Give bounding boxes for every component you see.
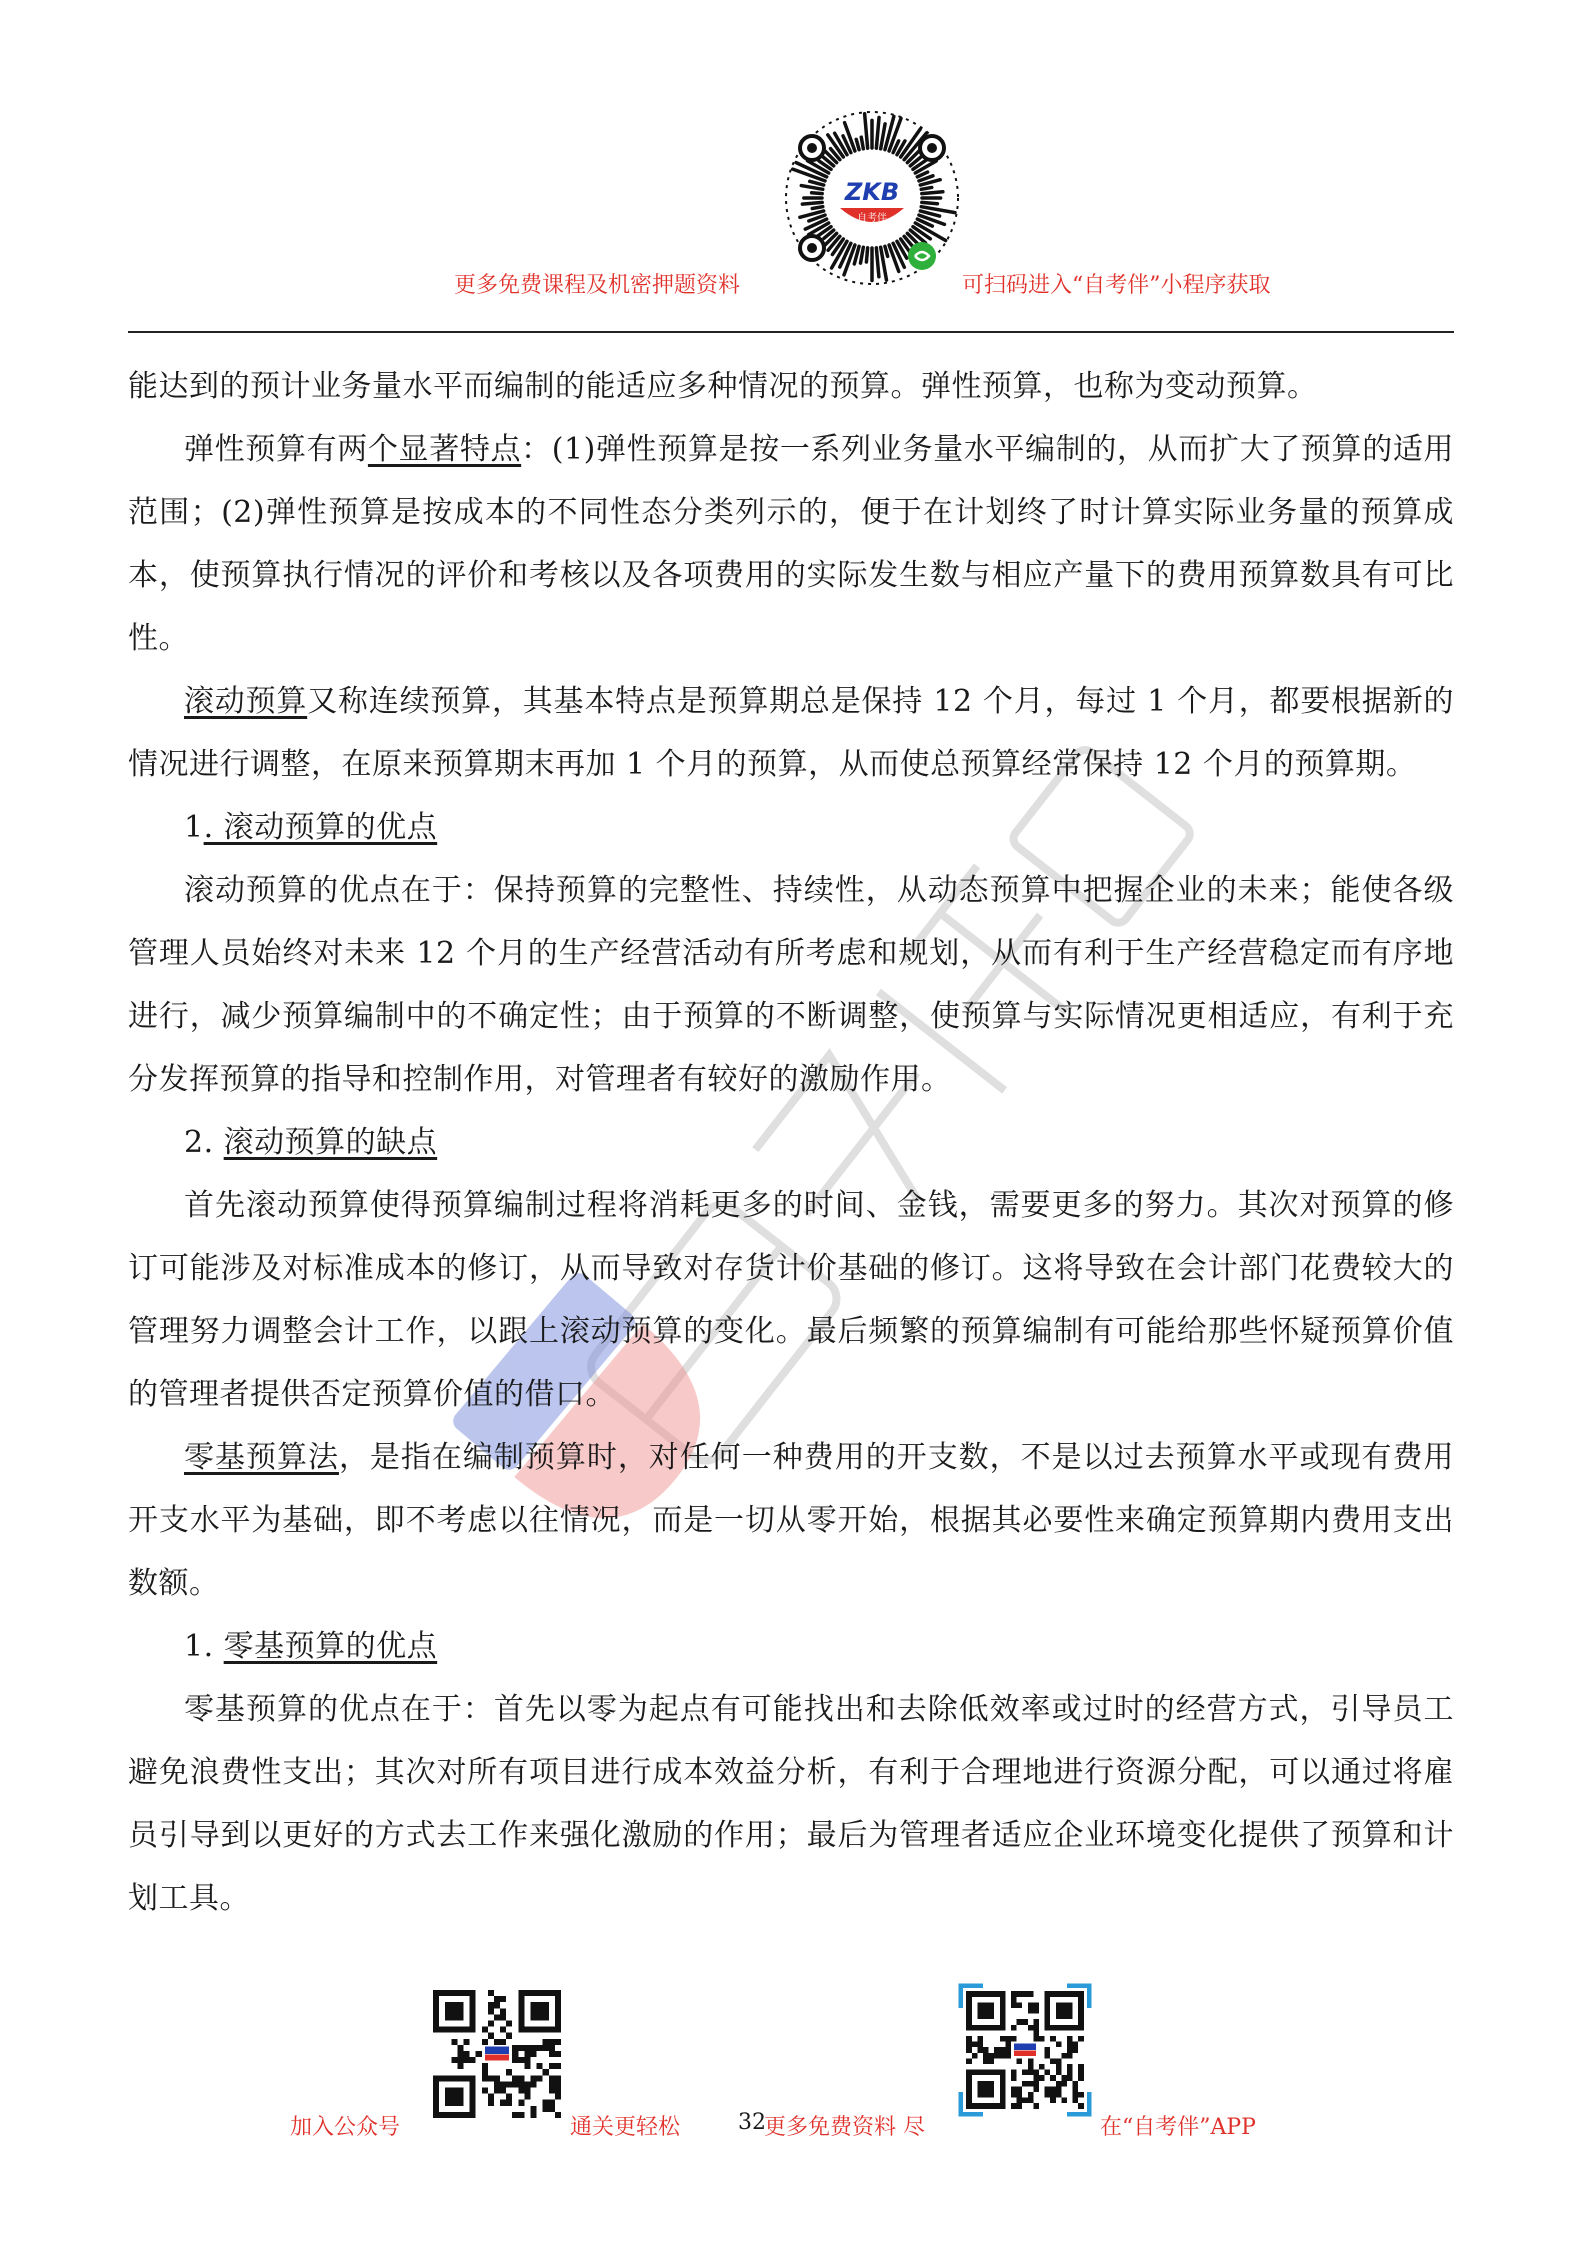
app-qr-code[interactable] bbox=[955, 1980, 1095, 2120]
mini-program-qr-code[interactable] bbox=[782, 108, 962, 288]
paragraph: 滚动预算的优点在于：保持预算的完整性、持续性，从动态预算中把握企业的未来；能使各级管理人员始终对未来 12 个月的生产经营活动有所考虑和规划，从而有利于生产经营稳定而有序地进行，减少预算编制中的不确定性；由于预算的不断调整，使预算与实际情况更相适应，有利于充分发挥预算的指导和控制作用，对管理者有较好的激励作用。 bbox=[128, 873, 1454, 1097]
paragraph: 弹性预算有两个显著特点：(1)弹性预算是按一系列业务量水平编制的，从而扩大了预算的适用范围；(2)弹性预算是按成本的不同性态分类列示的，便于在计划终了时计算实际业务量的预算成本，使预算执行情况的评价和考核以及各项费用的实际发生数与相应产量下的费用预算数具有可比性。 bbox=[128, 432, 1455, 656]
paragraph: 首先滚动预算使得预算编制过程将消耗更多的时间、金钱，需要更多的努力。其次对预算的修订可能涉及对标准成本的修订，从而导致对存货计价基础的修订。这将导致在会计部门花费较大的管理努力调整会计工作，以跟上滚动预算的变化。最后频繁的预算编制有可能给那些怀疑预算价值的管理者提供否定预算价值的借口。 bbox=[128, 1188, 1454, 1412]
logo-text: ZKB bbox=[844, 178, 900, 206]
paragraph: 零基预算法，是指在编制预算时，对任何一种费用的开支数，不是以过去预算水平或现有费用开支水平为基础，即不考虑以往情况，而是一切从零开始，根据其必要性来确定预算期内费用支出数额。 bbox=[128, 1440, 1454, 1601]
underlined-term: 零基预算法 bbox=[184, 1440, 339, 1475]
header-divider bbox=[128, 331, 1454, 333]
paragraph: 滚动预算又称连续预算，其基本特点是预算期总是保持 12 个月，每过 1 个月，都要根据新的情况进行调整，在原来预算期末再加 1 个月的预算，从而使总预算经常保持 12 个月的预算期。 bbox=[128, 684, 1455, 782]
paragraph: 零基预算的优点在于：首先以零为起点有可能找出和去除低效率或过时的经营方式，引导员工避免浪费性支出；其次对所有项目进行成本效益分析，有利于合理地进行资源分配，可以通过将雇员引导到以更好的方式去工作来强化激励的作用；最后为管理者适应企业环境变化提供了预算和计划工具。 bbox=[128, 1692, 1454, 1916]
footer-app-label: 在“自考伴”APP bbox=[1100, 2115, 1256, 2140]
section-heading: 1. 滚动预算的优点 bbox=[184, 810, 438, 845]
underlined-term: 个显著特点 bbox=[367, 432, 522, 467]
page-header bbox=[0, 0, 1587, 335]
section-heading: 1. 零基预算的优点 bbox=[184, 1629, 438, 1664]
section-heading: 2. 滚动预算的缺点 bbox=[184, 1125, 438, 1160]
document-body bbox=[128, 355, 1454, 1930]
footer-more-label: 更多免费资料 尽 bbox=[764, 2115, 925, 2140]
header-left-text: 更多免费课程及机密押题资料 bbox=[454, 273, 741, 298]
header-right-text: 可扫码进入“自考伴”小程序获取 bbox=[962, 273, 1271, 298]
page-number: 32 bbox=[738, 2110, 766, 2135]
paragraph: 能达到的预计业务量水平而编制的能适应多种情况的预算。弹性预算，也称为变动预算。 bbox=[128, 369, 1318, 404]
wechat-qr-code[interactable] bbox=[433, 1990, 561, 2118]
footer-join-label: 加入公众号 bbox=[290, 2115, 401, 2140]
footer-easy-label: 通关更轻松 bbox=[570, 2115, 681, 2140]
underlined-term: 滚动预算 bbox=[184, 684, 308, 719]
logo-subtext: 自考伴 bbox=[857, 213, 887, 224]
page-footer bbox=[0, 1960, 1587, 2160]
